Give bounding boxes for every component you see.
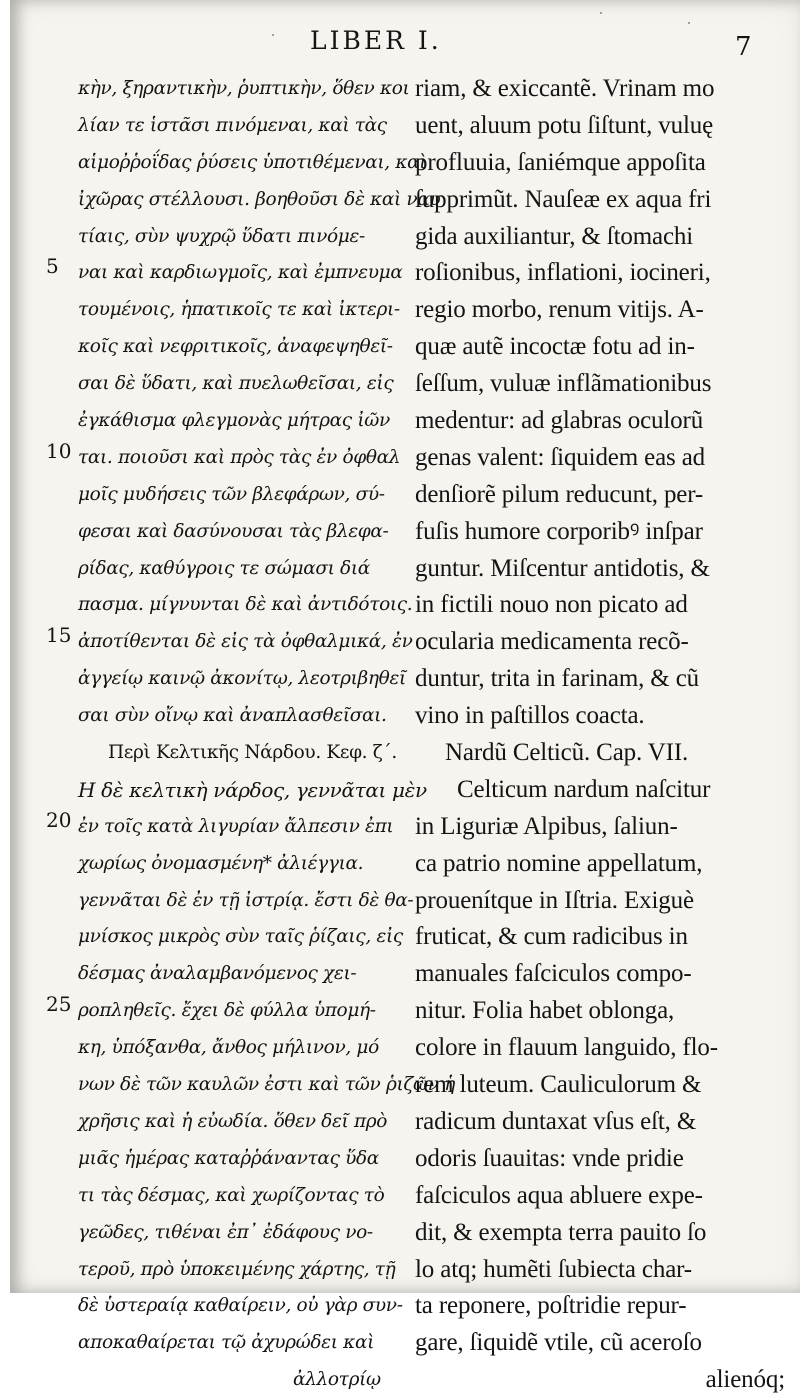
latin-line: in Liguriæ Alpibus, ſaliun- xyxy=(415,812,678,840)
latin-column xyxy=(415,71,800,1399)
greek-line: ἐγκάθισμα φλεγμονὰς μήτρας ἰῶν xyxy=(78,410,390,432)
greek-line: μνίσκος μικρὸς σὺν ταῖς ῥίζαις, εἰς xyxy=(78,926,403,948)
greek-line: δὲ ὑστεραίᾳ καθαίρειν, οὐ γὰρ συν- xyxy=(78,1295,403,1317)
greek-line: Η δὲ κελτικὴ νάρδος, γεννᾶται μὲν xyxy=(78,777,427,802)
line-number: 15 xyxy=(46,623,72,647)
greek-line: ἀλλοτρίῳ xyxy=(293,1369,381,1391)
greek-line: λίαν τε ἱστᾶσι πινόμεναι, καὶ τὰς xyxy=(78,114,387,136)
greek-line: μοῖς μυδήσεις τῶν βλεφάρων, σύ- xyxy=(78,483,385,505)
latin-line: odoris ſuauitas: vnde pridie xyxy=(415,1144,684,1172)
latin-line: ta reponere, poſtridie repur- xyxy=(415,1292,687,1320)
line-number: 20 xyxy=(46,808,72,832)
latin-line: fruticat, & cum radicibus in xyxy=(415,923,688,951)
latin-line: prouenítque in Iſtria. Exiguè xyxy=(415,886,694,914)
greek-line: τι τὰς δέσμας, καὶ χωρίζοντας τὸ xyxy=(78,1184,385,1206)
greek-line: χωρίως ὀνομασμένη* ἀλιέγγια. xyxy=(78,852,364,874)
greek-line: νων δὲ τῶν καυλῶν ἐστι καὶ τῶν ῥιζῶν ἡ xyxy=(78,1074,455,1096)
greek-line: ται. ποιοῦσι καὶ πρὸς τὰς ἐν ὀφθαλ xyxy=(78,446,401,468)
greek-line: τίαις, σὺν ψυχρῷ ὕδατι πινόμε- xyxy=(78,225,365,247)
latin-line: colore in flauum languido, flo- xyxy=(415,1034,718,1062)
latin-line: uent, aluum potu ſiſtunt, vuluę xyxy=(415,111,714,139)
latin-line: in fictili nouo non picato ad xyxy=(415,591,688,619)
greek-line: ἀποτίθενται δὲ εἰς τὰ ὀφθαλμικά, ἐν xyxy=(78,631,413,653)
latin-chapter-heading: Nardũ Celticũ. Cap. VII. xyxy=(445,739,689,767)
greek-line: τουμένοις, ἡπατικοῖς τε καὶ ἰκτερι- xyxy=(78,299,400,321)
greek-line: ἐν τοῖς κατὰ λιγυρίαν ἄλπεσιν ἐπι xyxy=(78,815,394,837)
greek-line: αποκαθαίρεται τῷ ἀχυρώδει καὶ xyxy=(78,1332,375,1354)
greek-line: ἀγγείῳ καινῷ ἀκονίτῳ, λεοτριβηθεῖ xyxy=(78,668,406,690)
greek-line: σαι σὺν οἴνῳ καὶ ἀναπλασθεῖσαι. xyxy=(78,705,387,727)
ink-speck xyxy=(688,22,690,24)
latin-line: ocularia medicamenta recõ- xyxy=(415,628,689,656)
greek-line: δέσμας ἀναλαμβανόμενος χει- xyxy=(78,963,357,985)
latin-line: ſeſſum, vuluæ inflãmationibus xyxy=(415,370,712,398)
running-head: LIBER I. xyxy=(310,26,442,55)
greek-line: μιᾶς ἡμέρας καταῤῥάναντας ὕδα xyxy=(78,1147,379,1169)
latin-line: lo atq; humẽti ſubiecta char- xyxy=(415,1255,692,1283)
latin-line: denſiorẽ pilum reducunt, per- xyxy=(415,480,704,508)
latin-line: rem luteum. Cauliculorum & xyxy=(415,1071,702,1099)
book-page xyxy=(10,0,800,1394)
latin-line: quæ autẽ incoctæ fotu ad in- xyxy=(415,333,695,361)
latin-line: fuſis humore corporibꝰ inſpar xyxy=(415,517,703,545)
latin-line: dit, & exempta terra pauito ſo xyxy=(415,1218,707,1246)
latin-line: regio morbo, renum vitijs. A- xyxy=(415,296,704,324)
greek-line: τεροῦ, πρὸ ὑποκειμένης χάρτης, τῇ xyxy=(78,1258,396,1280)
latin-line: Celticum nardum naſcitur xyxy=(457,775,711,803)
latin-line: vino in paſtillos coacta. xyxy=(415,702,645,730)
latin-line: profluuia, ſaniémque appoſita xyxy=(415,148,706,176)
latin-line: gare, ſiquidẽ vtile, cũ aceroſo xyxy=(415,1329,702,1357)
latin-line: gida auxiliantur, & ſtomachi xyxy=(415,222,694,250)
latin-line: nitur. Folia habet oblonga, xyxy=(415,997,675,1025)
greek-line: σαι δὲ ὕδατι, καὶ πυελωθεῖσαι, εἰς xyxy=(78,373,394,395)
greek-line: ναι καὶ καρδιωγμοῖς, καὶ ἐμπνευμα xyxy=(78,262,403,284)
page-number: 7 xyxy=(735,32,752,62)
greek-line: αἱμοῤῥοΐδας ῥύσεις ὑποτιθέμεναι, καὶ xyxy=(78,151,427,173)
ink-speck xyxy=(272,34,274,36)
latin-line: ſupprimũt. Nauſeæ ex aqua fri xyxy=(415,185,712,213)
latin-line: alienóq; xyxy=(705,1366,785,1394)
line-number: 25 xyxy=(46,992,72,1016)
greek-chapter-heading: Περὶ Κελτικῆς Νάρδου. Κεφ. ζ´. xyxy=(108,742,397,764)
latin-line: radicum duntaxat vſus eſt, & xyxy=(415,1107,697,1135)
line-number: 5 xyxy=(46,254,59,278)
latin-line: riam, & exiccantẽ. Vrinam mo xyxy=(415,75,715,102)
greek-line: πασμα. μίγνυνται δὲ καὶ ἀντιδότοις. xyxy=(78,594,413,616)
latin-line: ca patrio nomine appellatum, xyxy=(415,849,703,877)
greek-line: γεννᾶται δὲ ἐν τῇ ἰστρίᾳ. ἔστι δὲ θα- xyxy=(78,889,414,911)
greek-line: φεσαι καὶ δασύνουσαι τὰς βλεφα- xyxy=(78,520,389,542)
latin-line: medentur: ad glabras oculorũ xyxy=(415,407,704,435)
latin-line: guntur. Miſcentur antidotis, & xyxy=(415,554,710,582)
greek-line: κὴν, ξηραντικὴν, ῥυπτικὴν, ὅθεν κοι xyxy=(78,78,410,99)
greek-line: ροπληθεῖς. ἔχει δὲ φύλλα ὑπομή- xyxy=(78,1000,376,1022)
latin-line: faſciculos aqua abluere expe- xyxy=(415,1181,703,1209)
latin-line: genas valent: ſiquidem eas ad xyxy=(415,443,705,471)
latin-line: manuales faſciculos compo- xyxy=(415,960,692,988)
greek-line: κη, ὑπόξανθα, ἄνθος μήλινον, μό xyxy=(78,1037,379,1059)
latin-line: duntur, trita in farinam, & cũ xyxy=(415,665,700,693)
line-number: 10 xyxy=(46,439,72,463)
greek-column xyxy=(78,71,455,1399)
greek-line: ρίδας, καθύγροις τε σώμασι διά xyxy=(78,557,370,579)
latin-line: roſionibus, inflationi, iocineri, xyxy=(415,259,711,287)
greek-line: ἰχῶρας στέλλουσι. βοηθοῦσι δὲ καὶ ναυ xyxy=(78,188,441,210)
ink-speck xyxy=(600,12,602,14)
greek-line: γεῶδες, τιθέναι ἐπ᾽ ἐδάφους νο- xyxy=(78,1221,373,1243)
greek-line: χρῆσις καὶ ἡ εὐωδία. ὅθεν δεῖ πρὸ xyxy=(78,1110,388,1132)
greek-line: κοῖς καὶ νεφριτικοῖς, ἀναφεψηθεῖ- xyxy=(78,336,393,358)
